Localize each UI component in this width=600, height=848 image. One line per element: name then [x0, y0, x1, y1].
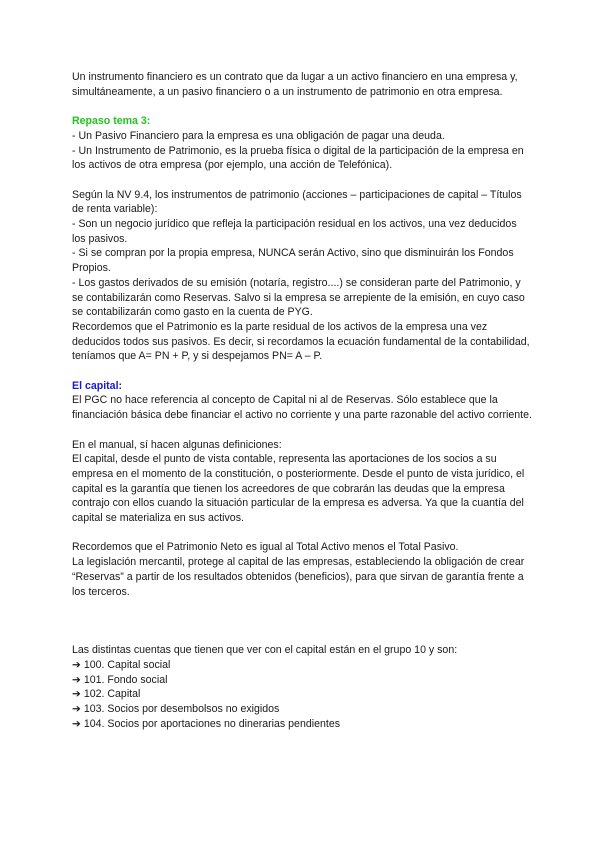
accounts-intro: Las distintas cuentas que tienen que ver con el capital están en el grupo 10 y son:: [72, 644, 458, 657]
capital-manual-line: El capital, desde el punto de vista contable, representa las aportaciones de los socios a su empresa en el momento de la constitución, o posteriormente. Desde el punto de vista jurídico, el capital es la garantía que tienen los acreedores de que cobrarán las deudas que la empresa contrajo con ellos cuando la situación particular de la empresa es adversa. Ya que la cuantía del capital se materializa en sus activos.: [72, 453, 525, 525]
account-item: ➔ 100. Capital social: [72, 658, 171, 671]
document-page: [72, 70, 532, 731]
capital-manual-line: En el manual, sí hacen algunas definiciones:: [72, 438, 282, 451]
capital-heading: El capital:: [72, 379, 123, 392]
nv-line: - Los gastos derivados de su emisión (notaría, registro....) se consideran parte del Patrimonio, y se contabilizarán como Reservas. Salvo si la empresa se arrepiente de la emisión, en cuyo caso se contabilizarán como gasto en la cuenta de PYG.: [72, 276, 525, 319]
nv-line: - Son un negocio jurídico que refleja la participación residual en los activos, una vez deducidos los pasivos.: [72, 218, 517, 245]
capital-paragraph: El PGC no hace referencia al concepto de Capital ni al de Reservas. Sólo establece que la financiación básica debe financiar el activo no corriente y una parte razonable del activo corriente.: [72, 394, 532, 422]
intro-paragraph: Un instrumento financiero es un contrato que da lugar a un activo financiero en una empresa y, simultáneamente, a un pasivo financiero o a un instrumento de patrimonio en otra empresa.: [72, 71, 518, 98]
repaso-heading: Repaso tema 3:: [72, 115, 151, 128]
nv-line: - Si se compran por la propia empresa, NUNCA serán Activo, sino que disminuirán los Fondos Propios.: [72, 247, 514, 275]
repaso-line: - Un Pasivo Financiero para la empresa es una obligación de pagar una deuda.: [72, 129, 445, 142]
nv-line: Recordemos que el Patrimonio es la parte residual de los activos de la empresa una vez deducidos todos sus pasivos. Es decir, si recordamos la ecuación fundamental de la contabilidad, teníamos que A= PN + P, y si despejamos PN= A – P.: [72, 320, 530, 363]
capital-recall-line: Recordemos que el Patrimonio Neto es igual al Total Activo menos el Total Pasivo.: [72, 541, 459, 554]
account-item: ➔ 104. Socios por aportaciones no dinerarias pendientes: [72, 717, 341, 730]
capital-recall-line: La legislación mercantil, protege al capital de las empresas, estableciendo la obligación de crear “Reservas” a partir de los resultados obtenidos (beneficios), para que sirvan de garantía frente a los terceros.: [72, 556, 525, 598]
repaso-line: - Un Instrumento de Patrimonio, es la prueba física o digital de la participación de la empresa en los activos de otra empresa (por ejemplo, una acción de Telefónica).: [72, 144, 524, 172]
account-item: ➔ 102. Capital: [72, 688, 141, 701]
account-item: ➔ 103. Socios por desembolsos no exigidos: [72, 703, 280, 716]
account-item: ➔ 101. Fondo social: [72, 673, 168, 686]
nv-line: Según la NV 9.4, los instrumentos de patrimonio (acciones – participaciones de capital – Títulos de renta variable):: [72, 188, 522, 216]
